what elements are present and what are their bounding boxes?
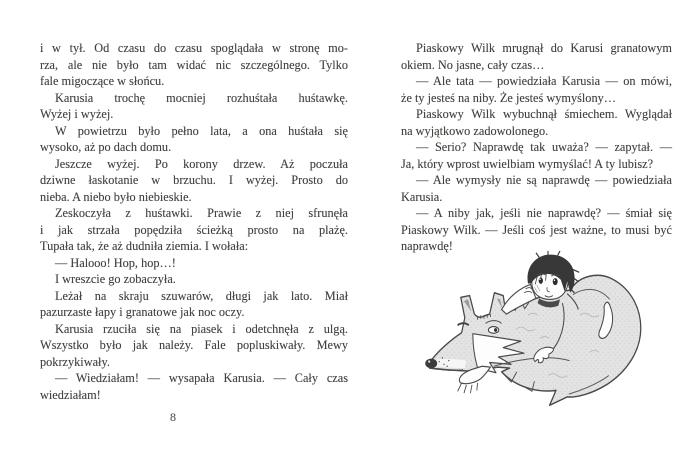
wolf-nose bbox=[425, 359, 437, 369]
text-line: naprawdę! bbox=[401, 239, 453, 253]
text-line: rza, ale nie było tam widać nic szczególnego. Tylko bbox=[40, 57, 348, 72]
text-line: wysoko, aż po dach domu. bbox=[40, 140, 172, 154]
text-line: i w tył. Od czasu do czasu spoglądała w stronę mo- bbox=[40, 41, 348, 55]
text-line: i jak strzała popędziła ścieżką prosto na plażę. bbox=[40, 222, 348, 237]
text-line: — Serio? Naprawdę tak uważa? — zapytał. — bbox=[416, 140, 672, 154]
text-line: Piaskowy Wilk wybuchnął śmiechem. Wyglądał bbox=[416, 107, 672, 121]
text-line: I wreszcie go zobaczyła. bbox=[55, 272, 176, 286]
text-line: pazurzaste łapy i granatowe jak noc oczy. bbox=[40, 305, 245, 319]
text-line: okiem. No jasne, cały czas… bbox=[401, 57, 545, 72]
text-line: Zeskoczyła z huśtawki. Prawie z niej sfrunęła bbox=[55, 206, 348, 220]
text-line: — Wiedziałam! — wysapała Karusia. — Cały czas bbox=[55, 371, 348, 385]
text-line: — A niby jak, jeśli nie naprawdę? — śmiał się bbox=[416, 206, 672, 220]
text-line: Karusia trochę mocniej rozhuśtała huśtawkę. bbox=[55, 90, 348, 105]
wolf-body bbox=[430, 275, 641, 405]
right-page-text bbox=[401, 40, 672, 255]
text-line: że ty jesteś na niby. Że jesteś wymyślony… bbox=[401, 90, 617, 105]
text-line: fale migoczące w słońcu. bbox=[40, 74, 165, 88]
text-line: wiedziałam! bbox=[40, 387, 101, 402]
text-line: Wyżej i wyżej. bbox=[40, 107, 114, 121]
text-line: na wyjątkowo zadowolonego. bbox=[401, 123, 549, 138]
text-line: Ja, który wprost uwielbiam wymyślać! A ty lubisz? bbox=[401, 156, 654, 171]
text-line: Leżał na skraju szuwarów, długi jak lato. Miał bbox=[55, 288, 348, 303]
text-line: Wszystko było jak należy. Fale popluskiwały. Mewy bbox=[40, 338, 348, 352]
child-left-eye bbox=[539, 278, 543, 284]
text-line: Jeszcze wyżej. Po korony drzew. Aż poczuła bbox=[55, 156, 348, 171]
text-line: Piaskowy Wilk mrugnął do Karusi granatowym bbox=[416, 41, 672, 55]
text-line: Tupała tak, że aż dudniła ziemia. I wołała: bbox=[40, 239, 249, 253]
wolf-claws bbox=[458, 383, 478, 393]
text-line: W powietrzu było pełno lata, a ona huśtała się bbox=[55, 123, 348, 138]
child-right-eye bbox=[553, 278, 558, 285]
sand-wolf-illustration bbox=[420, 250, 660, 422]
wolf-right-eye bbox=[488, 327, 498, 334]
text-line: nieba. A niebo było niebieskie. bbox=[40, 189, 192, 204]
text-line: — Ale tata — powiedziała Karusia — on mówi, bbox=[416, 74, 672, 88]
page-number: 8 bbox=[170, 410, 176, 424]
text-line: Karusia rzuciła się na piasek i odetchnęła z ulgą. bbox=[55, 321, 348, 336]
text-line: dziwne łaskotanie w brzuchu. I wyżej. Prosto do bbox=[40, 173, 348, 187]
text-line: pokrzykiwały. bbox=[40, 354, 110, 369]
text-line: Piaskowy Wilk. — Jeśli coś jest ważne, to musi być bbox=[401, 222, 672, 237]
text-line: — Ale wymysły nie są naprawdę — powiedziała bbox=[416, 173, 672, 187]
left-page-text bbox=[40, 40, 348, 403]
text-line: — Halooo! Hop, hop…! bbox=[55, 255, 176, 270]
text-line: Karusia. bbox=[401, 189, 443, 204]
